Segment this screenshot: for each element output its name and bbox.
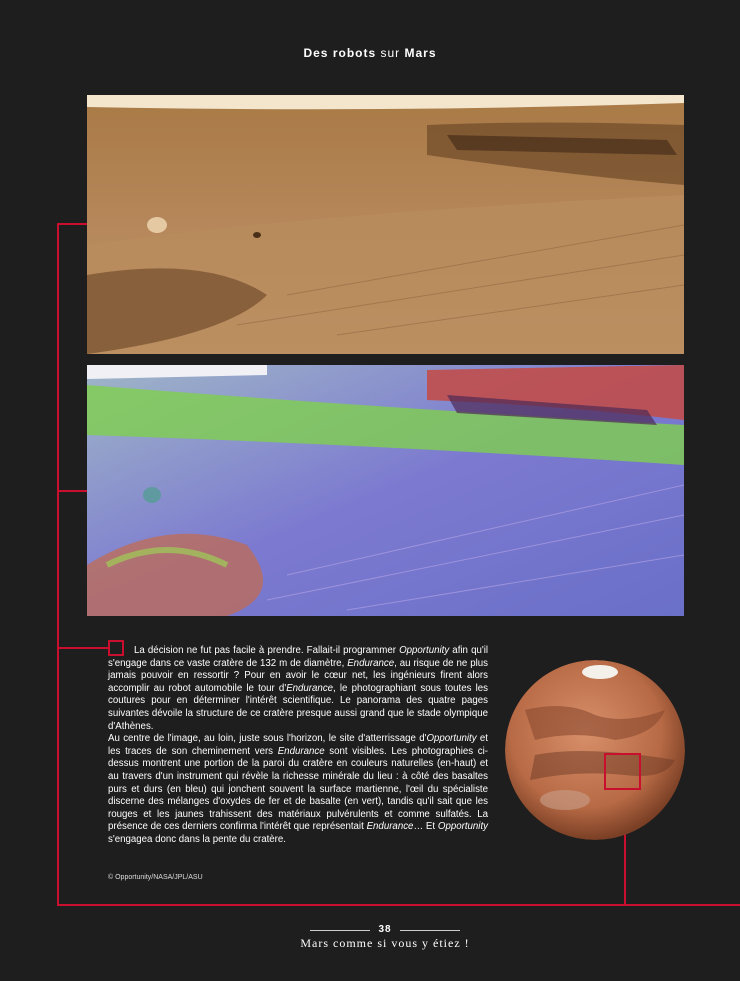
body-text-6: et les traces de son cheminement vers xyxy=(108,733,488,757)
emphasis-endurance: Endurance xyxy=(286,682,334,694)
connector-to-top-photo xyxy=(57,223,88,225)
emphasis-opportunity: Opportunity xyxy=(437,821,488,833)
body-text-1: La décision ne fut pas facile à prendre. Fallait-il programmer xyxy=(134,645,400,656)
emphasis-opportunity: Opportunity xyxy=(426,733,477,745)
page-number: 38 xyxy=(378,924,392,935)
body-text-2: afin qu'il s'engage dans ce vaste cratère de 132 m de diamètre, xyxy=(108,645,488,669)
photo-credit: © Opportunity/NASA/JPL/ASU xyxy=(108,874,203,881)
body-text-4: , le photographiant sous toutes les coutures pour en déterminer l'intérêt scientifique. Le panorama des quatre pages suivantes dévoile la structure de ce cratère presque aussi grand que le stade olympique d'Athènes. xyxy=(108,682,488,732)
connector-bottom-line xyxy=(57,904,740,906)
header-part-1: Des robots xyxy=(303,46,377,60)
body-text-7: sont visibles. Les photographies ci-dessus montrent une portion de la paroi du cratère en couleurs naturelles (en-haut) et au travers d'un instrument qui révèle la richesse minérale du lieu : à côté des basaltes purs et durs (en bleu) qui jonchent souvent la surface martienne, l'œil du spécialiste discerne des mélanges d'oxydes de fer et de basalte (en vert), tandis qu'il sait que les rouges et les jaunes trahissent des matériaux pulvérulents et comme sulfatés. La présence de ces derniers confirma l'intérêt que représentait xyxy=(108,745,489,833)
header-part-3: Mars xyxy=(404,46,437,60)
footer-rule-right xyxy=(400,930,460,931)
header-part-2: sur xyxy=(380,46,401,60)
paragraph-1 xyxy=(108,645,488,733)
connector-to-bottom-photo xyxy=(57,490,88,492)
footer-title: Mars comme si vous y étiez ! xyxy=(300,936,470,950)
page-footer xyxy=(290,924,480,951)
connector-to-text xyxy=(57,647,108,649)
body-text-8: … Et xyxy=(413,821,438,833)
mars-globe-image xyxy=(505,660,685,840)
crater-natural-color-photo xyxy=(87,95,684,354)
emphasis-endurance: Endurance xyxy=(366,821,414,833)
emphasis-opportunity: Opportunity xyxy=(399,645,450,656)
mars-location-marker xyxy=(604,753,641,790)
emphasis-endurance: Endurance xyxy=(347,657,395,669)
article-body xyxy=(108,645,488,847)
emphasis-endurance: Endurance xyxy=(277,745,325,757)
footer-rule-left xyxy=(310,930,370,931)
connector-vertical-line xyxy=(57,223,59,905)
crater-false-color-photo xyxy=(87,365,684,616)
body-text-9: s'engagea donc dans la pente du cratère. xyxy=(108,833,286,845)
running-header xyxy=(0,46,740,60)
body-text-3: , au risque de ne plus jamais pouvoir en ressortir ? Pour en avoir le cœur net, les ingénieurs firent alors accomplir au robot automobile le tour d' xyxy=(108,657,488,694)
paragraph-2 xyxy=(108,733,488,846)
body-text-5: Au centre de l'image, au loin, juste sous l'horizon, le site d'atterrissage d' xyxy=(108,733,427,745)
